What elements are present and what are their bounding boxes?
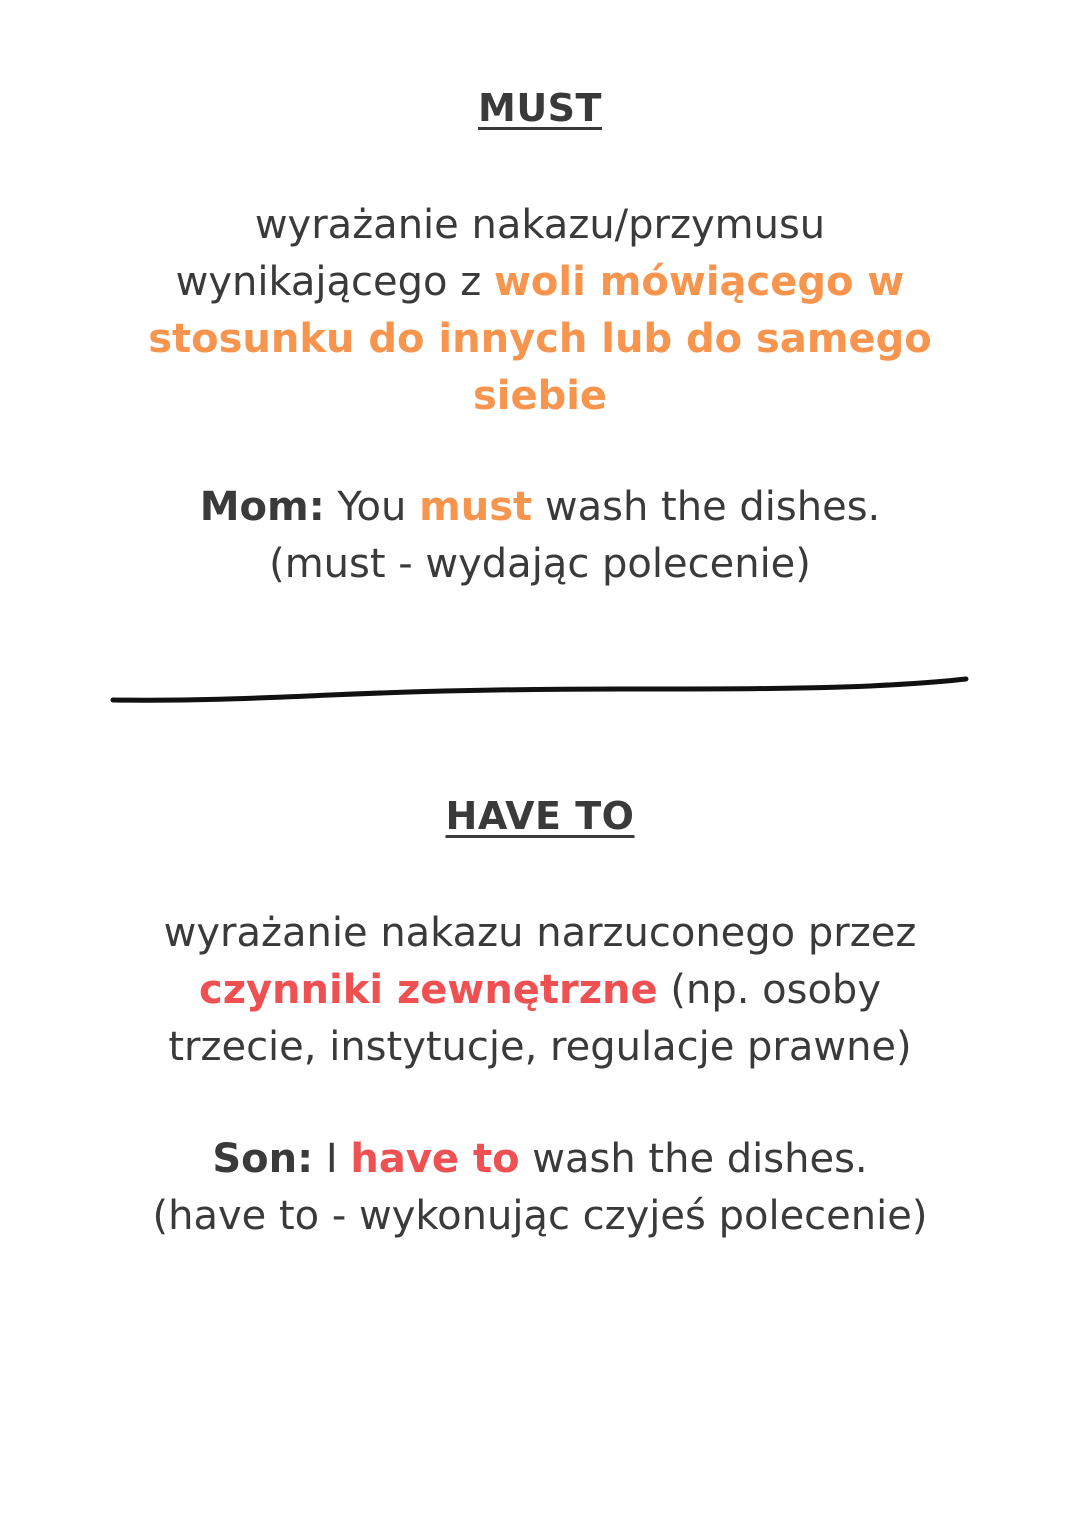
have-to-description: [0, 905, 1080, 1076]
have-to-example-post: wash the dishes.: [532, 1136, 868, 1182]
have-to-section: [0, 794, 1080, 838]
must-desc-line-2-plain: wynikającego z: [175, 259, 494, 305]
have-to-example-sentence: [0, 1131, 1080, 1188]
have-to-example-speaker: Son:: [212, 1136, 314, 1182]
must-desc-line-4: [0, 368, 1080, 425]
must-example: [0, 479, 1080, 593]
have-to-desc-line-1: [0, 905, 1080, 962]
have-to-desc-line-3: [0, 1019, 1080, 1076]
must-desc-line-3: [0, 311, 1080, 368]
must-description: [0, 197, 1080, 425]
must-desc-line-3-highlight: stosunku do innych lub do samego: [148, 316, 932, 362]
have-to-example-note: (have to - wykonując czyjeś polecenie): [152, 1193, 928, 1239]
have-to-example-modal: have to: [350, 1136, 520, 1182]
have-to-desc-line-2: [0, 962, 1080, 1019]
have-to-desc-line-3-text: trzecie, instytucje, regulacje prawne): [168, 1024, 912, 1070]
have-to-example-pre: I: [325, 1136, 338, 1182]
have-to-desc-line-1-text: wyrażanie nakazu narzuconego przez: [163, 910, 917, 956]
must-desc-line-4-highlight: siebie: [472, 373, 608, 419]
must-section: [0, 86, 1080, 130]
have-to-heading: HAVE TO: [445, 794, 635, 838]
must-example-note: (must - wydając polecenie): [269, 541, 811, 587]
must-example-modal: must: [419, 484, 533, 530]
must-desc-line-2: [0, 254, 1080, 311]
must-example-pre: You: [337, 484, 407, 530]
must-desc-line-2-highlight: woli mówiącego w: [493, 259, 905, 305]
have-to-desc-line-2-highlight: czynniki zewnętrzne: [198, 967, 658, 1013]
must-example-post: wash the dishes.: [544, 484, 881, 530]
divider-line: [0, 660, 1080, 720]
must-desc-line-1-text: wyrażanie nakazu/przymusu: [254, 202, 826, 248]
have-to-example: [0, 1131, 1080, 1245]
must-heading: MUST: [478, 86, 602, 130]
must-example-speaker: Mom:: [199, 484, 325, 530]
have-to-desc-line-2-plain: (np. osoby: [657, 967, 881, 1013]
must-example-sentence: [0, 479, 1080, 536]
must-desc-line-1: [0, 197, 1080, 254]
